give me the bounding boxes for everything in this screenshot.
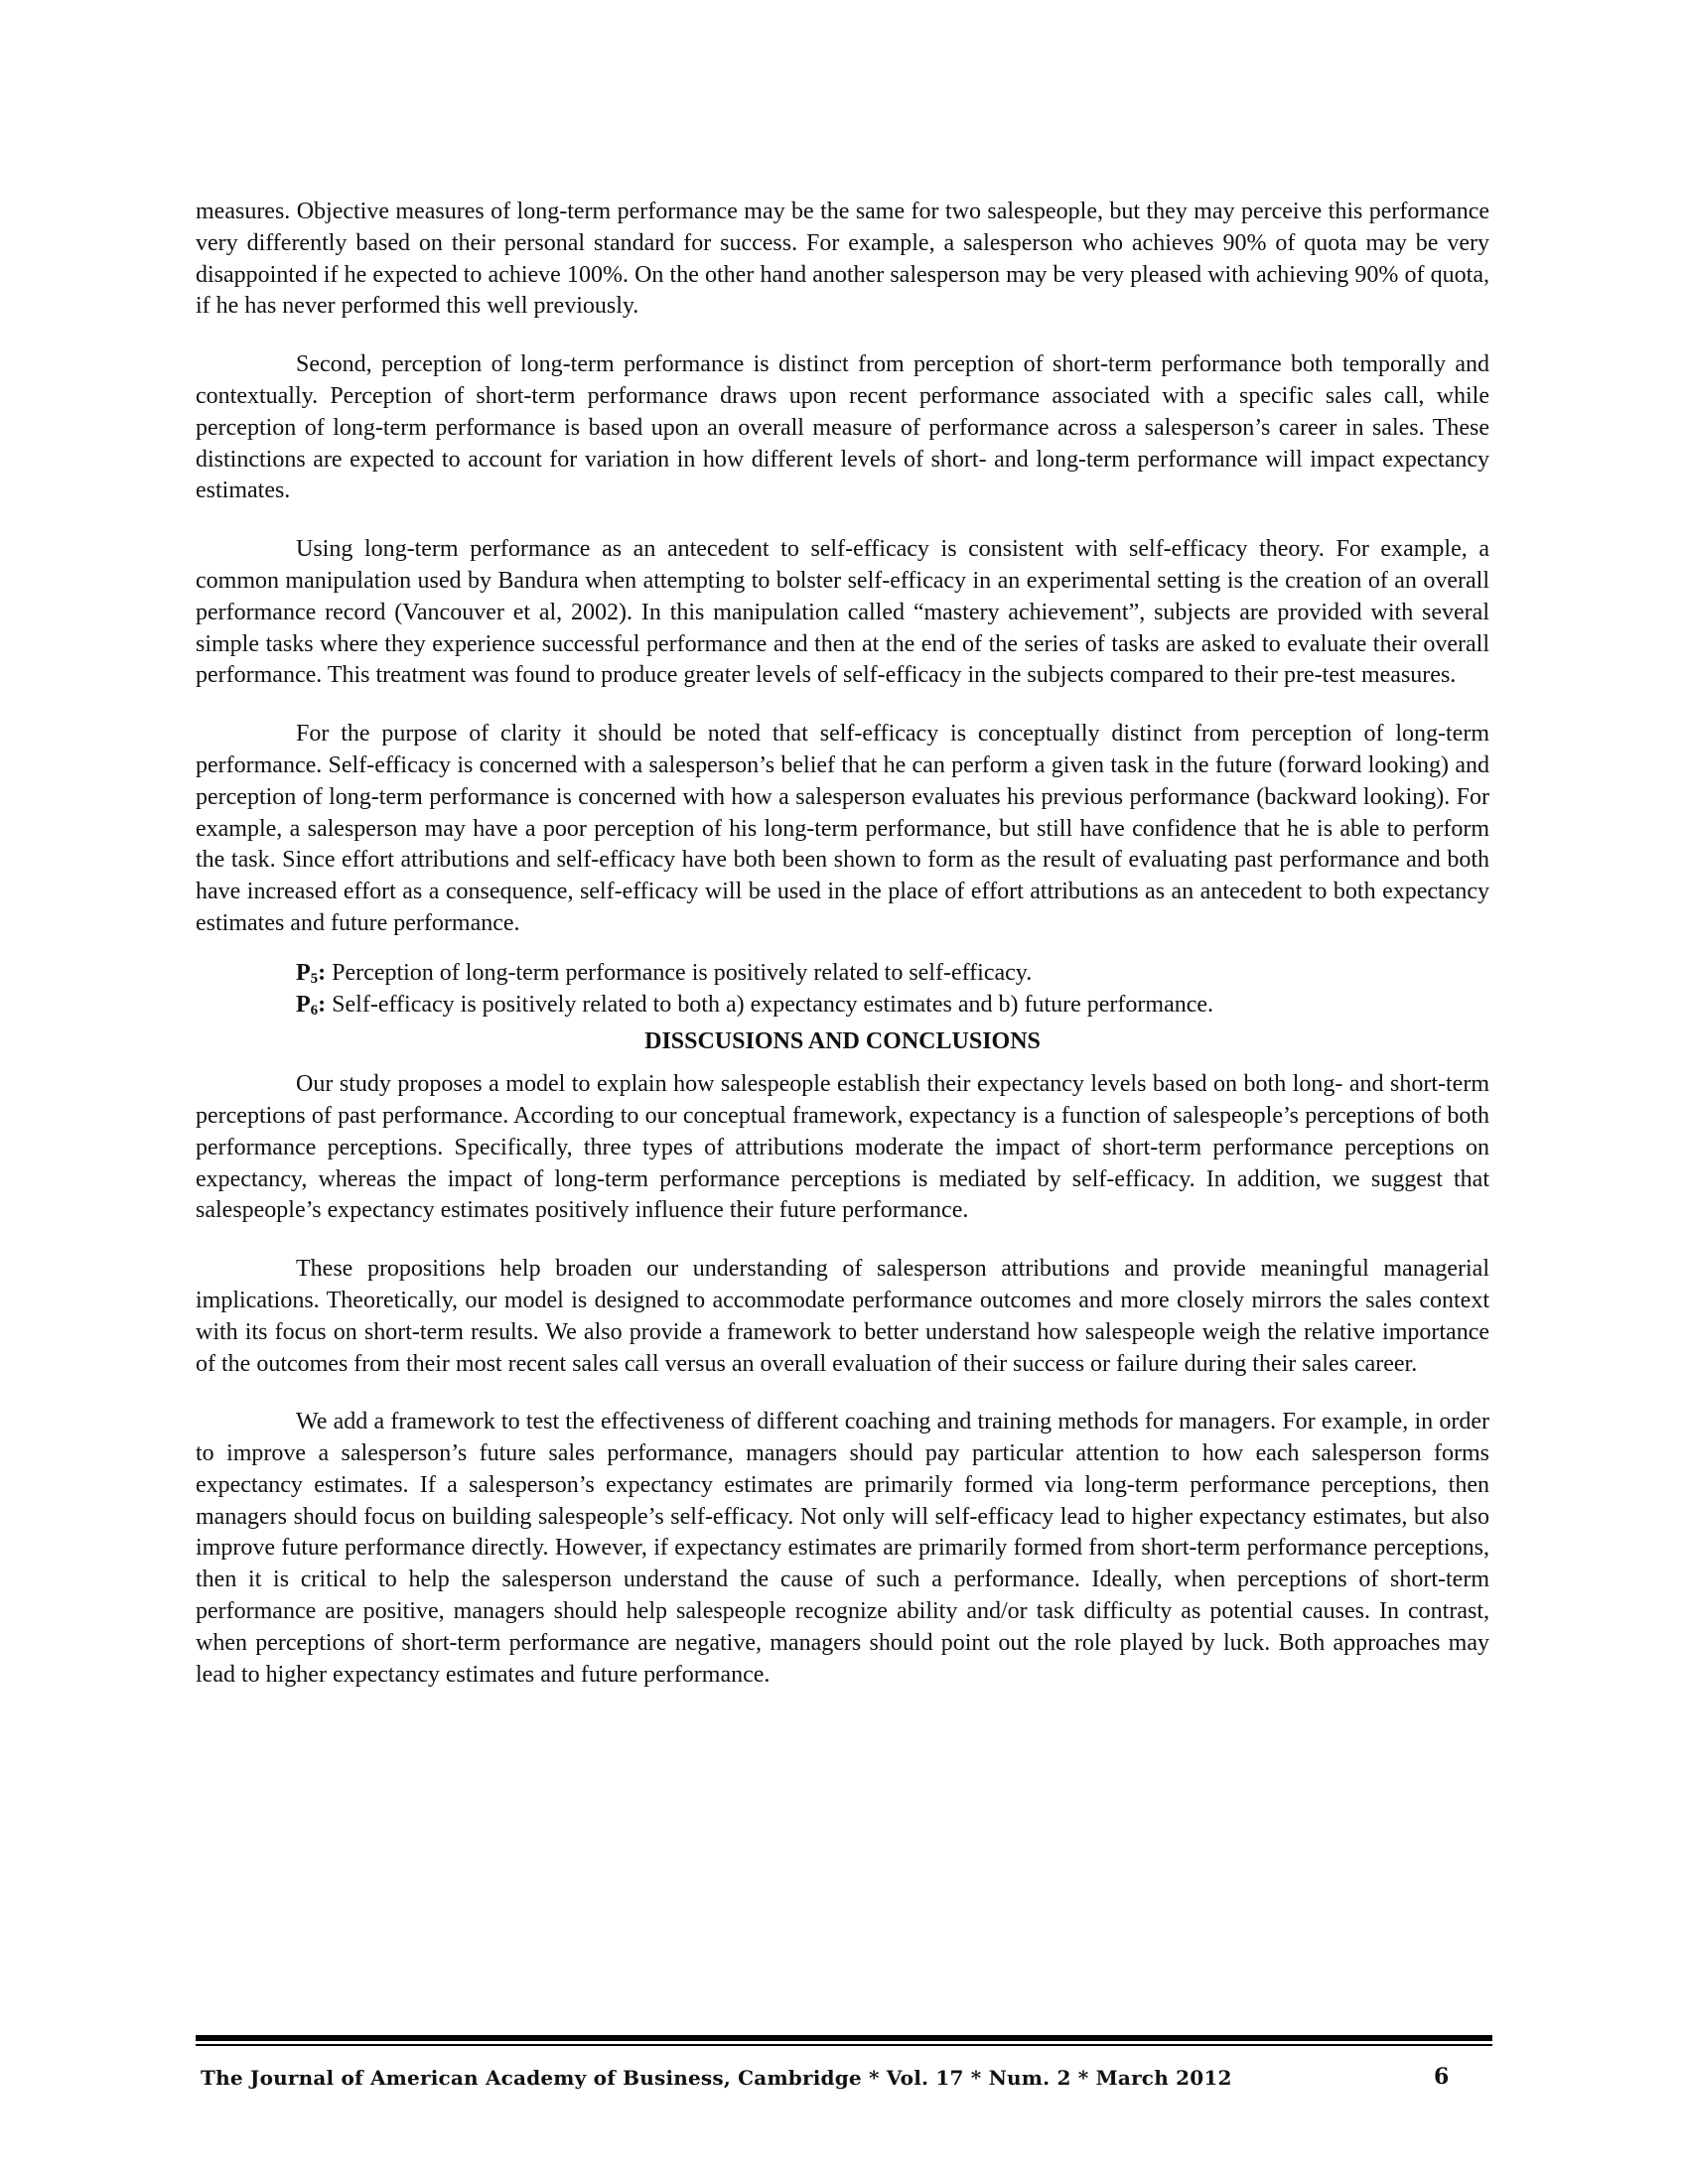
paragraph-spacer: [196, 1380, 1489, 1407]
body-paragraph-2: Second, perception of long-term performance is distinct from perception of short-term performance both temporally and contextually. Perception of short-term performance draws upon recent performance associated with a specific sales call, while perception of long-term performance is based upon an overall measure of performance across a salesperson’s career in sales. These distinctions are expected to account for variation in how different levels of short- and long-term performance will impact expectancy estimates.: [196, 351, 1489, 504]
page-body: [196, 197, 1489, 1691]
proposition-subscript: 6: [310, 1002, 319, 1019]
footer-rule-thin: [196, 2044, 1492, 2046]
proposition-list: [196, 958, 1489, 1022]
journal-footer: The Journal of American Academy of Business, Cambridge * Vol. 17 * Num. 2 * March 2012: [201, 2066, 1232, 2090]
proposition-text: Self-efficacy is positively related to both a) expectancy estimates and b) future performance.: [326, 991, 1214, 1018]
conclusion-paragraph-2: These propositions help broaden our understanding of salesperson attributions and provide meaningful managerial implications. Theoretically, our model is designed to accommodate performance outcomes and more closely mirrors the sales context with its focus on short-term results. We also provide a framework to better understand how salespeople weigh the relative importance of the outcomes from their most recent sales call versus an overall evaluation of their success or failure during their sales career.: [196, 1256, 1489, 1377]
footer-rule: [196, 2035, 1492, 2041]
section-heading: DISSCUSIONS AND CONCLUSIONS: [644, 1028, 1041, 1055]
body-paragraph-3: Using long-term performance as an antecedent to self-efficacy is consistent with self-efficacy theory. For example, a common manipulation used by Bandura when attempting to bolster self-efficacy in an experimental setting is the creation of an overall performance record (Vancouver et al, 2002). In this manipulation called “mastery achievement”, subjects are provided with several simple tasks where they experience successful performance and then at the end of the series of tasks are asked to evaluate their overall performance. This treatment was found to produce greater levels of self-efficacy in the subjects compared to their pre-test measures.: [196, 536, 1489, 689]
body-paragraph-1: measures. Objective measures of long-term performance may be the same for two salespeople, but they may perceive this performance very differently based on their personal standard for success. For example, a salesperson who achieves 90% of quota may be very disappointed if he expected to achieve 100%. On the other hand another salesperson may be very pleased with achieving 90% of quota, if he has never performed this well previously.: [196, 199, 1489, 320]
proposition-letter: P: [296, 959, 311, 986]
paragraph-spacer: [196, 940, 1489, 958]
proposition-colon: :: [318, 991, 327, 1018]
page-number: 6: [1434, 2064, 1450, 2090]
body-paragraph-4: For the purpose of clarity it should be noted that self-efficacy is conceptually distinct from perception of long-term performance. Self-efficacy is concerned with a salesperson’s belief that he can perform a given task in the future (forward looking) and perception of long-term performance is concerned with how a salesperson evaluates his previous performance (backward looking). For example, a salesperson may have a poor perception of his long-term performance, but still have confidence that he is able to perform the task. Since effort attributions and self-efficacy have both been shown to form as the result of evaluating past performance and both have increased effort as a consequence, self-efficacy will be used in the place of effort attributions as an antecedent to both expectancy estimates and future performance.: [196, 721, 1489, 936]
proposition-5: [296, 958, 1489, 990]
proposition-text: Perception of long-term performance is positively related to self-efficacy.: [326, 959, 1033, 986]
proposition-letter: P: [296, 991, 311, 1018]
paragraph-spacer: [196, 507, 1489, 534]
conclusion-paragraph-1: Our study proposes a model to explain how salespeople establish their expectancy levels based on both long- and short-term perceptions of past performance. According to our conceptual framework, expectancy is a function of salespeople’s perceptions of both performance perceptions. Specifically, three types of attributions moderate the impact of short-term performance perceptions on expectancy, whereas the impact of long-term performance perceptions is mediated by self-efficacy. In addition, we suggest that salespeople’s expectancy estimates positively influence their future performance.: [196, 1071, 1489, 1224]
conclusion-paragraph-3: We add a framework to test the effectiveness of different coaching and training methods for managers. For example, in order to improve a salesperson’s future sales performance, managers should pay particular attention to how each salesperson forms expectancy estimates. If a salesperson’s expectancy estimates are primarily formed via long-term performance perceptions, then managers should focus on building salespeople’s self-efficacy. Not only will self-efficacy lead to higher expectancy estimates, but also improve future performance directly. However, if expectancy estimates are primarily formed from short-term performance perceptions, then it is critical to help the salesperson understand the cause of such a performance. Ideally, when perceptions of short-term performance are positive, managers should help salespeople recognize ability and/or task difficulty as potential causes. In contrast, when perceptions of short-term performance are negative, managers should point out the role played by luck. Both approaches may lead to higher expectancy estimates and future performance.: [196, 1409, 1489, 1688]
paragraph-spacer: [196, 692, 1489, 719]
paragraph-spacer: [196, 1227, 1489, 1254]
proposition-colon: :: [318, 959, 327, 986]
proposition-6: [296, 990, 1489, 1022]
paragraph-spacer: [196, 323, 1489, 349]
proposition-subscript: 5: [310, 970, 319, 987]
proposition-label: [296, 960, 326, 986]
proposition-label: [296, 992, 326, 1018]
